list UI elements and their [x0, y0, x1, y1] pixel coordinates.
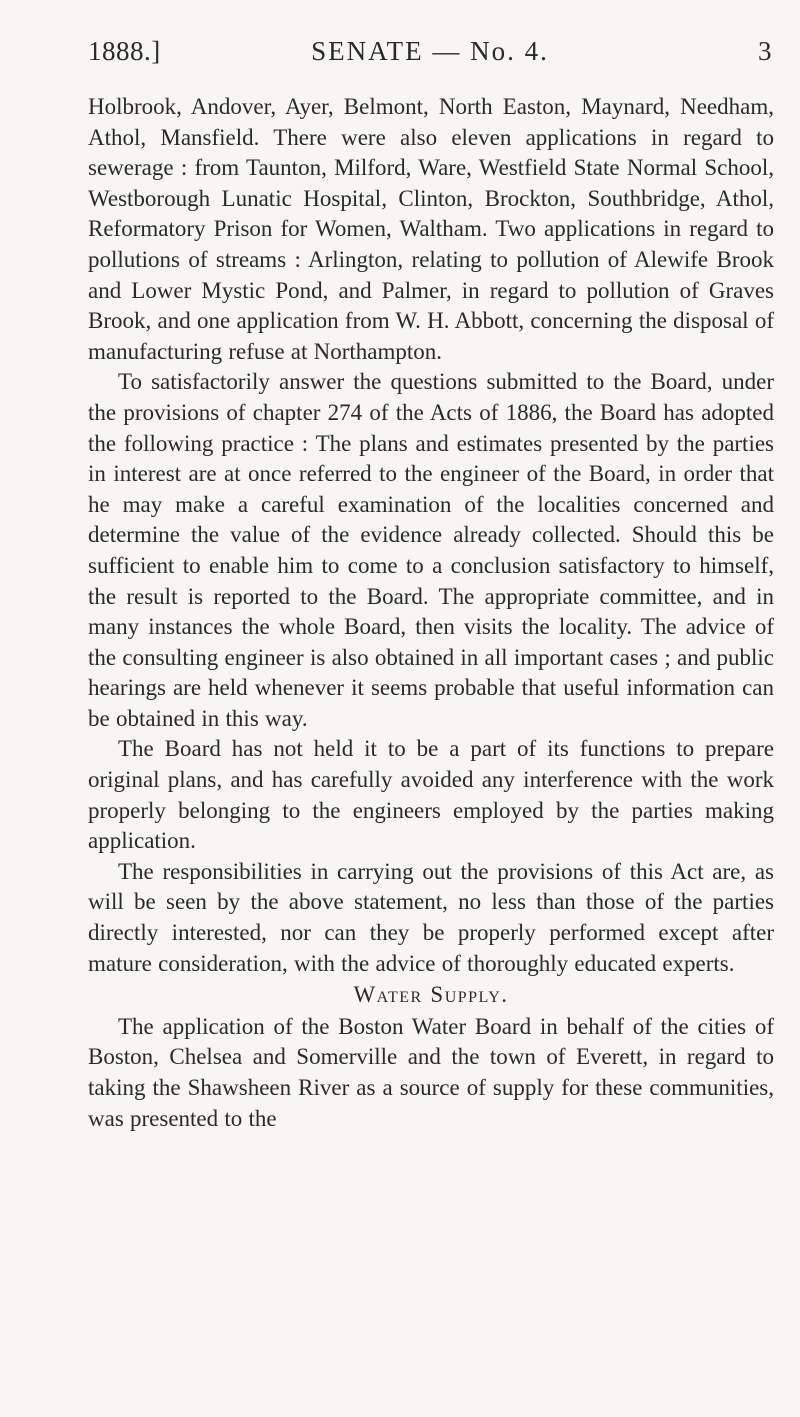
running-head — [88, 36, 772, 76]
paragraph-board-functions: The Board has not held it to be a part of its functions to prepare original plans, and has carefully avoided any interference with the work properly belonging to the engineers employed by the parties making application. — [88, 736, 774, 854]
page-number: 3 — [758, 36, 772, 66]
body-text — [88, 92, 774, 1134]
paragraph-responsibilities: The responsibilities in carrying out the provisions of this Act are, as will be seen by the above statement, no less than those of the parties directly interested, nor can they be properly performed except after mature consideration, with the advice of thoroughly educated experts. — [88, 858, 774, 976]
header-document-title: SENATE — No. 4. — [311, 36, 549, 66]
section-heading-water-supply: Water Supply. — [353, 982, 509, 1008]
paragraph-board-practice: To satisfactorily answer the questions submitted to the Board, under the provisions of chapter 274 of the Acts of 1886, the Board has adopted the following practice : The plans and estimates presented by the parties in interest are at once referred to the engineer of the Board, in order that he may make a careful examination of the localities concerned and determine the value of the evidence already collected. Should this be sufficient to enable him to come to a conclusion satisfactory to himself, the result is reported to the Board. The appropriate committee, and in many instances the whole Board, then visits the locality. The advice of the consulting engineer is also obtained in all important cases ; and public hearings are held whenever it seems probable that useful information can be obtained in this way. — [88, 369, 774, 731]
paragraph-applications-list: Holbrook, Andover, Ayer, Belmont, North Easton, Maynard, Needham, Athol, Mansfield. There were also eleven applications in regard to sewerage : from Taunton, Milford, Ware, Westfield State Normal School, Westborough Lunatic Hospital, Clinton, Brockton, Southbridge, Athol, Reformatory Prison for Women, Waltham. Two applications in regard to pollutions of streams : Arlington, relating to pollution of Alewife Brook and Lower Mystic Pond, and Palmer, in regard to pollution of Graves Brook, and one application from W. H. Abbott, concerning the disposal of manufacturing refuse at Northampton. — [88, 94, 774, 364]
header-year: 1888.] — [88, 36, 161, 66]
paragraph-boston-water-board: The application of the Boston Water Board in behalf of the cities of Boston, Chelsea and Somerville and the town of Everett, in regard to taking the Shawsheen River as a source of supply for these communities, was presented to the — [88, 1013, 774, 1131]
